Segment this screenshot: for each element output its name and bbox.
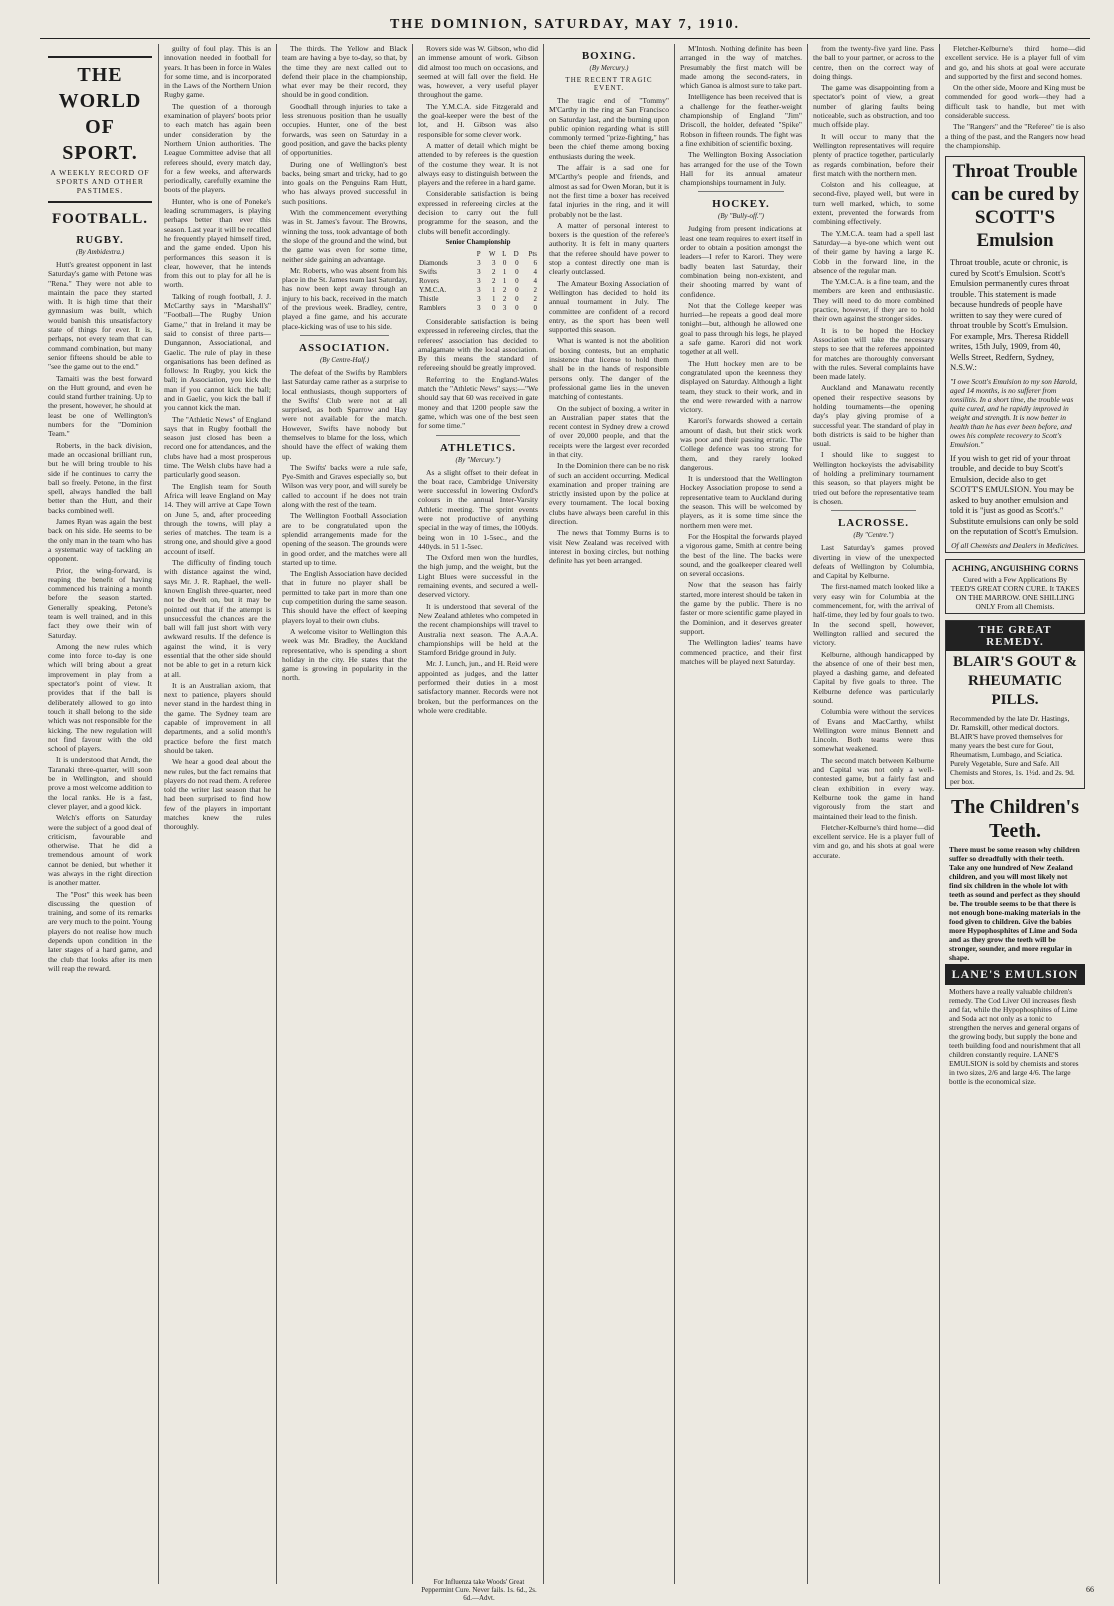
column-rule bbox=[674, 44, 675, 1584]
football-heading: FOOTBALL. bbox=[51, 211, 149, 227]
column-2 bbox=[164, 44, 271, 1588]
article-paragraph: A matter of personal interest to boxers is the question of the referee's authority. It is felt in many quarters that the referee should have power to stop a contest directly one man is clearly outclassed. bbox=[549, 220, 669, 277]
article-paragraph: Prior, the wing-forward, is reaping the benefit of having commenced his training a month before the season started. Generally speaking, Petone's team is well trained, and in this fact they owe their win of Saturday. bbox=[48, 565, 152, 640]
table-cell: 2 bbox=[533, 294, 537, 303]
article-paragraph: from the twenty-five yard line. Pass the ball to your partner, or across to the centre, then on the correct way of doing things. bbox=[813, 44, 934, 81]
divider bbox=[300, 335, 389, 336]
article-paragraph: It is understood that the Wellington Hockey Association propose to send a representative team to Auckland during the season. This will be welcomed by players, as it is some time since the northern men were met. bbox=[680, 474, 802, 530]
hockey-byline: (By "Bully-off.") bbox=[718, 212, 764, 221]
article-paragraph: Hutt's greatest opponent in last Saturday's game with Petone was "Rena." They were not able to maintain the pace they started with. It is high time that their gymnasium was built, which would banish this unsatisfactory state of things for ever. It is, perhaps, not every team that can command combination, but many senior fifteens should be able to "see the game out to the end." bbox=[48, 260, 152, 372]
article-paragraph: Mr. Roberts, who was absent from his place in the St. James team last Saturday, has now been kept away through an injury to his back, received in the match of the previous week. Bradley, centre, played a fine game, and his accurate place-kicking was of use to his side. bbox=[282, 265, 407, 331]
article-paragraph: The question of a thorough examination of players' boots prior to each match has again been under consideration by the Northern Union authorities. The League Committee advise that all referees should, every match day, for a few weeks, and afterwards periodically, carefully examine the boots of the players. bbox=[164, 101, 271, 195]
column-rule bbox=[158, 44, 159, 1584]
article-paragraph: Kelburne, although handicapped by the absence of one of their best men, played a dashing game, and defeated Capital by five goals to three. The Kelburne defence was particularly sound. bbox=[813, 649, 934, 705]
advert-footnote: For Influenza take Woods' Great Peppermint Cure. Never fails. 1s. 6d., 2s. 6d.—Advt. bbox=[421, 1578, 537, 1602]
advert-quote: "I owe Scott's Emulsion to my son Harold, aged 14 months, is no sufferer from tonsilitis. In a short time, the trouble was quite cured, and he rapidly improved in weight and strength. It is now better in health than he has ever been before, and owes his complete recovery to Scott's Emulsion." bbox=[950, 376, 1077, 449]
association-byline: (By Centre-Half.) bbox=[319, 355, 370, 364]
divider bbox=[436, 435, 520, 436]
table-cell: 2 bbox=[502, 285, 507, 294]
boxing-heading: BOXING. bbox=[581, 50, 637, 62]
table-cell: 3 bbox=[477, 285, 481, 294]
article-paragraph: The Amateur Boxing Association of Wellington has decided to hold its annual tournament in July. The committee are confident of a record entry, as the sport has been well supported this season. bbox=[549, 278, 669, 335]
league-table bbox=[418, 250, 538, 313]
scotts-emulsion-advert bbox=[945, 156, 1085, 553]
table-cell: Ramblers bbox=[419, 303, 446, 312]
article-paragraph: The affair is a sad one for M'Carthy's people and friends, and almost as sad for Owen Moran, but it is not the first time a boxer has received fatal injuries in the ring, and it will probably not be the last. bbox=[549, 163, 669, 219]
article-paragraph: The game was disappointing from a spectator's point of view, a great number of glaring faults being noticeable, such as obstruction, and too much offside play. bbox=[813, 83, 934, 130]
advert-title: Throat Trouble can be cured by SCOTT'S Emulsion bbox=[951, 161, 1079, 252]
table-cell: 1 bbox=[492, 285, 496, 294]
table-row bbox=[418, 304, 538, 313]
article-paragraph: The Y.M.C.A. side Fitzgerald and the goal-keeper were the best of the lot, and H. Gibson was also responsible for some clever work. bbox=[418, 101, 538, 139]
column-3 bbox=[282, 44, 407, 1588]
table-cell: 2 bbox=[502, 294, 507, 303]
article-paragraph: Columbia were without the services of Evans and MacCarthy, whilst Wellington were minus Bennett and Lincoln. Both teams were thus somewhat weakened. bbox=[813, 707, 934, 754]
advert-text: Mothers have a really valuable children's remedy. The Cod Liver Oil increases flesh and fat, while the Hypophosphites of Lime and Soda act not only as a tonic to strengthen the nerves and general organs of the growing body, but supply the bone and teeth building food and nourishment that all children constantly require. LANE'S EMULSION is sold by chemists and stores in two sizes, 2/6 and large 4/6. The large bottle is the economical size. bbox=[949, 986, 1081, 1086]
article-paragraph: It is understood that several of the New Zealand athletes who competed in the recent championships will travel to Australia next season. The A.A.A. championships will be held at the Stamford Bridge ground in July. bbox=[418, 601, 538, 658]
article-paragraph: The "Athletic News" of England says that in Rugby football the season just closed has been a record one for attendances, and the clubs have had a most prosperous time. The Welsh clubs have had a particularly good season. bbox=[164, 414, 271, 480]
column-1 bbox=[48, 44, 152, 1588]
article-paragraph: Among the new rules which come into force to-day is one which will bring about a great improvement in play from a spectator's point of view. It provides that if the ball is deliberately allowed to go into touch it shall belong to the side which was not responsible for the kicking. The new regulation will not find favour with the old school of players. bbox=[48, 641, 152, 754]
article-paragraph: Auckland and Manawatu recently opened their respective seasons by holding tournaments—the opening day's play giving promise of a successful year. The standard of play in both districts is said to be higher than usual. bbox=[813, 383, 934, 449]
table-cell: 0 bbox=[515, 267, 519, 276]
page-number: 66 bbox=[1086, 1585, 1094, 1594]
article-paragraph: The difficulty of finding touch with distance against the wind, says Mr. J. R. Raphael, the well-known English three-quarter, need not be dwelt on, but it may be pointed out that if the attempt is unsuccessful the chances are the ball will fall just short with very awkward results. If the defence is against the wind, it is very essential that the other side should not be able to get in a return kick at all. bbox=[164, 558, 271, 679]
lacrosse-heading: LACROSSE. bbox=[837, 517, 910, 530]
article-paragraph: Roberts, in the back division, made an occasional brilliant run, but he will bring trouble to his side if he continues to carry the ball so freely. Petone, in the first spell, always handled the ball better than the Hutt, and their backs combined well. bbox=[48, 440, 152, 515]
table-cell: 3 bbox=[477, 267, 481, 276]
table-cell: Swifts bbox=[419, 267, 437, 276]
divider bbox=[831, 510, 916, 511]
article-paragraph: The Swifts' backs were a rule safe, Pye-Smith and Graves especially so, but Wilson was very poor, and will surely be called to account if he does not train along with the rest of the team. bbox=[282, 462, 407, 510]
table-cell: 3 bbox=[477, 294, 481, 303]
table-cell: Diamonds bbox=[419, 258, 448, 267]
column-4 bbox=[418, 44, 538, 1588]
table-header: D bbox=[513, 249, 519, 258]
table-cell: 3 bbox=[492, 258, 496, 267]
table-cell: 2 bbox=[492, 267, 496, 276]
article-paragraph: Now that the season has fairly started, more interest should be taken in the game by the public. There is no faster or more scientific game played in the Dominion, and it deserves greater support. bbox=[680, 580, 802, 636]
advert-title: The Children's Teeth. bbox=[951, 795, 1079, 842]
article-paragraph: It is to be hoped the Hockey Association will take the necessary steps to see that the referees appointed for matches are thoroughly conversant with the rules. Several complaints have been made lately. bbox=[813, 325, 934, 382]
article-paragraph: Rovers side was W. Gibson, who did an immense amount of work. Gibson did almost too much on occasions, and seemed at will fall over the field. He was, however, a very useful player throughout the game. bbox=[418, 44, 538, 100]
table-cell: 0 bbox=[515, 285, 519, 294]
lacrosse-byline: (By "Centre.") bbox=[853, 531, 894, 540]
advert-text: Cured with a Few Applications By TEED'S GREAT CORN CURE. It TAKES ON THE MARROW. ONE SHILLING ONLY From all Chemists. bbox=[950, 574, 1080, 611]
table-cell: 4 bbox=[533, 267, 537, 276]
column-rule bbox=[939, 44, 940, 1584]
rugby-heading: RUGBY. bbox=[76, 234, 124, 246]
article-paragraph: Considerable satisfaction is being expressed in refereeing circles at the decision to carry out the full programme for the season, and the clubs will benefit accordingly. bbox=[418, 189, 538, 236]
table-cell: 0 bbox=[515, 258, 519, 267]
article-paragraph: The Y.M.C.A. team had a spell last Saturday—a bye-one which went out of their game by having a large K. Cobb in the forward line, in the absence of the regular man. bbox=[813, 228, 934, 275]
column-rule bbox=[412, 44, 413, 1584]
article-paragraph: Not that the College keeper was hurried—he repeats a good deal more tonight—but, although he allowed one goal to pass through his legs, he played a safe game. Karori did not work together at all well. bbox=[680, 300, 802, 357]
table-header: L bbox=[502, 249, 507, 258]
boxing-byline: (By Mercury.) bbox=[589, 64, 629, 72]
table-cell: 3 bbox=[477, 258, 481, 267]
rugby-byline: (By Ambidextra.) bbox=[75, 248, 125, 256]
article-paragraph: The Wellington Boxing Association has arranged for the use of the Town Hall for its annual amateur championships tournament in July. bbox=[680, 150, 802, 188]
table-row bbox=[418, 277, 538, 286]
article-paragraph: What is wanted is not the abolition of boxing contests, but an emphatic insistence that license to hold them shall be in the hands of responsible persons only. The danger of the professional game lies in the uneven matching of contestants. bbox=[549, 336, 669, 402]
advert-text: If you wish to get rid of your throat trouble, and decide to buy Scott's Emulsion, decide also to get SCOTT'S EMULSION. You may be asked to buy another emulsion and told it is "just as good as Scott's." Substitute emulsions can only be sold on the reputation of Scott's Emulsion. bbox=[950, 452, 1079, 537]
table-row bbox=[418, 295, 538, 304]
table-cell: 0 bbox=[492, 303, 496, 312]
article-paragraph: The "Rangers" and the "Referee" tie is also a thing of the past, and the Rangers now head the championship. bbox=[945, 122, 1085, 150]
divider bbox=[698, 191, 784, 192]
table-row bbox=[418, 268, 538, 277]
table-cell: 3 bbox=[477, 303, 481, 312]
league-title: Senior Championship bbox=[445, 237, 511, 246]
article-paragraph: The defeat of the Swifts by Ramblers last Saturday came rather as a surprise to local enthusiasts, though supporters of the Swifts' Club were not at all surprised, as both Sparrow and Hay were not available for the match. However, Swifts have nobody but themselves to blame for the loss, which should have the effect of waking them up. bbox=[282, 367, 407, 461]
article-paragraph: A matter of detail which might be attended to by referees is the question of the costume they wear. It is not always easy to distinguish between the players and the referee in a hard game. bbox=[418, 140, 538, 188]
table-header: P bbox=[476, 249, 481, 258]
column-rule bbox=[276, 44, 277, 1584]
table-cell: 3 bbox=[477, 276, 481, 285]
table-cell: Thistle bbox=[419, 294, 439, 303]
table-cell: 4 bbox=[533, 276, 537, 285]
article-paragraph: Considerable satisfaction is being expressed in refereeing circles, that the referees' association has decided to amalgamate with the local association. By this means the standard of refereeing should be greatly improved. bbox=[418, 316, 538, 373]
article-paragraph: The Wellington Football Association are to be congratulated upon the splendid arrangements made for the opening of the season. The grounds were in good order, and the matches were all started up to time. bbox=[282, 511, 407, 567]
article-paragraph: I should like to suggest to Wellington hockeyists the advisability of holding a preliminary tournament this season, so that players might be tried out before the representative team is chosen. bbox=[813, 450, 934, 506]
article-paragraph: Last Saturday's games proved diverting in view of the unexpected defeats of Wellington by Columbia, and Capital by Kelburne. bbox=[813, 543, 934, 581]
table-header bbox=[418, 250, 471, 259]
table-cell: 0 bbox=[502, 258, 507, 267]
athletics-heading: ATHLETICS. bbox=[439, 441, 517, 454]
article-paragraph: It is an Australian axiom, that next to patience, players should never stand in the hardest thing in the game. The Sydney team are capable of improvement in all departments, and a solid month's practice before the first match should be taken. bbox=[164, 680, 271, 755]
advert-title: ACHING, ANGUISHING CORNS bbox=[951, 562, 1079, 573]
article-paragraph: The thirds. The Yellow and Black team are having a bye to-day, so that, by the time they are next called out to defend their place in the championship, what ever may be their record, they should be in good condition. bbox=[282, 44, 407, 100]
article-paragraph: As a slight offset to their defeat in the boat race, Cambridge University were successful in lowering Oxford's colours in the annual Inter-Varsity Athletic meeting. The sprint events were not productive of anything special in the way of times, the 100yds. being won in 10 1-5sec., and the 440yds. in 51 1-5sec. bbox=[418, 467, 538, 551]
article-paragraph: During one of Wellington's best backs, being smart and tricky, had to go into goals on the Penguins Ram Hutt, who has always proved successful in such positions. bbox=[282, 159, 407, 206]
article-paragraph: The Hutt hockey men are to be congratulated upon the keenness they displayed on Saturday. Although a light team, they stuck to their work, and in the end were rewarded with a narrow victory. bbox=[680, 358, 802, 415]
masthead: THE DOMINION, SATURDAY, MAY 7, 1910. bbox=[40, 14, 1090, 39]
advert-banner: THE GREAT REMEDY. bbox=[946, 621, 1084, 651]
table-cell: 0 bbox=[515, 294, 519, 303]
article-paragraph: It will occur to many that the Wellington representatives will require plenty of practice together, particularly as regards combination, before their first match with the northern men. bbox=[813, 131, 934, 178]
article-paragraph: The tragic end of "Tommy" M'Carthy in the ring at San Francisco on Saturday last, and the burning upon public opinion regarding what is still commonly termed "prize-fighting," has been the chief theme among boxing enthusiasts during the week. bbox=[549, 96, 669, 161]
article-paragraph: With the commencement everything was in St. James's favour. The Browns, winning the toss, took advantage of both the slope of the ground and the wind, but the game was even for some time, neither side gaining an advantage. bbox=[282, 208, 407, 264]
boxing-subheading: THE RECENT TRAGIC EVENT. bbox=[565, 76, 653, 92]
article-paragraph: Tamaiti was the best forward on the Hutt ground, and even he could stand further training. Up to the present, however, he should at least be one of Wellington's numbers for the "Dominion Team." bbox=[48, 373, 152, 439]
article-paragraph: Referring to the England-Wales match the "Athletic News" says:—"We should say that 60 was received in gate money and that 1200 people saw the game, which was one of the best seen for some time." bbox=[418, 374, 538, 431]
article-paragraph: Talking of rough football, J. J. McCarthy says in "Marshall's" "Football—The Rugby Union Game," that in Ireland it may be said to consist of three parts—Dungannon, Associational, and Gaelic. The rule of play in these organisations has been defined as follows: In Rugby, you kick the ball; in Association, you kick the man if you cannot kick the ball; and in Gaelic, you kick the ball if you cannot kick the man. bbox=[164, 291, 271, 413]
column-5 bbox=[549, 44, 669, 1588]
table-cell: 3 bbox=[502, 303, 507, 312]
advert-footer: Of all Chemists and Dealers in Medicines. bbox=[951, 540, 1079, 550]
hockey-heading: HOCKEY. bbox=[712, 198, 770, 211]
article-paragraph: The first-named match looked like a very easy win for Columbia at the commencement, for, with the arrival of half-time, they led by four goals to two. In the second spell, however, Wellington rallied and secured the victory. bbox=[813, 582, 934, 648]
table-row bbox=[418, 286, 538, 295]
athletics-byline: (By "Mercury.") bbox=[455, 455, 501, 464]
section-subtitle: A WEEKLY RECORD OF SPORTS AND OTHER PASTIMES. bbox=[48, 168, 152, 203]
article-paragraph: Judging from present indications at least one team requires to exert itself in order to obtain a position amongst the leaders—I refer to Karori. They were badly beaten last Saturday, their combination being non-existent, and their shooting marred by want of confidence. bbox=[680, 224, 802, 299]
advert-text: Recommended by the late Dr. Hastings, Dr. Ramskill, other medical doctors. BLAIR'S have proved themselves for many years the best cure for Gout, Rheumatism, Lumbago, and Sciatica. Purely Vegetable, Sure and Safe. All Chemists and Stores, 1s. 1½d. and 2s. 9d. per box. bbox=[950, 713, 1075, 786]
article-paragraph: The English Association have decided that in future no player shall be permitted to take part in more than one cup competition during the same season. This should have the effect of keeping players loyal to their own clubs. bbox=[282, 569, 407, 625]
article-paragraph: guilty of foul play. This is an innovation needed in football for years. It has been in force in Wales for some time, and is incorporated in the Laws of the Northern Union Rugby game. bbox=[164, 44, 271, 100]
article-paragraph: The Y.M.C.A. is a fine team, and the members are keen and enthusiastic. They will need to do more combined practice, however, if they are to hold their own against the stronger sides. bbox=[813, 277, 934, 324]
column-7 bbox=[813, 44, 934, 1588]
table-cell: 0 bbox=[533, 303, 537, 312]
article-paragraph: A welcome visitor to Wellington this week was Mr. Bradley, the Auckland representative, who is spending a short holiday in the city. He states that the game is growing in popularity in the north. bbox=[282, 626, 407, 683]
table-header: Pts bbox=[528, 249, 537, 258]
article-paragraph: Mr. J. Lunch, jun., and H. Reid were appointed as judges, and the latter performed their duties in a most satisfactory manner. Records were not broken, but the performances on the whole were creditable. bbox=[418, 659, 538, 715]
article-paragraph: The second match between Kelburne and Capital was not only a well-contested game, but a fairly fast and clean exhibition in every way. Kelburne took the game in hand vigorously from the start and maintained their lead to the finish. bbox=[813, 755, 934, 821]
article-paragraph: On the subject of boxing, a writer in an Australian paper states that the recent contest in Sydney drew a crowd of over 20,000 people, and that the receipts were the largest ever recorded in that city. bbox=[549, 403, 669, 459]
table-cell: Y.M.C.A. bbox=[419, 285, 447, 294]
article-paragraph: Goodhall through injuries to take a less strenuous position than he usually occupies. Hunter, one of the best forwards, was seen on Saturday in a good position, and gave the backs plenty of opportunities. bbox=[282, 101, 407, 158]
table-cell: 1 bbox=[492, 294, 496, 303]
article-paragraph: The "Post" this week has been discussing the question of training, and some of its remarks are very much to the point. Young players do not realise how much depends upon condition in the later stages of a hard game, and the club that looks after its men will reap the reward. bbox=[48, 889, 152, 973]
lanes-emulsion-advert bbox=[945, 795, 1085, 1088]
article-paragraph: Hunter, who is one of Poneke's leading scrummagers, is playing perhaps better than ever this season. Last year it will be recalled he frequently played himself tired, and the game ended. Upon his performances this season it is clear, however, that he intends from this out to play for all he is worth. bbox=[164, 196, 271, 290]
article-paragraph: Welch's efforts on Saturday were the subject of a good deal of criticism, favourable and otherwise. That he did a tremendous amount of work cannot be denied, but whether it was always in the right direction is another matter. bbox=[48, 813, 152, 888]
column-rule bbox=[543, 44, 544, 1584]
table-cell: 1 bbox=[502, 276, 507, 285]
advert-brand: LANE'S EMULSION bbox=[945, 964, 1085, 985]
article-paragraph: On the other side, Moore and King must be commended for good work—they had a difficult task to handle, but met with considerable success. bbox=[945, 83, 1085, 121]
column-8 bbox=[945, 44, 1085, 1588]
column-6 bbox=[680, 44, 802, 1588]
corn-cure-advert bbox=[945, 559, 1085, 614]
article-paragraph: For the Hospital the forwards played a vigorous game, Smith at centre being the best of the line. The backs were sound, and the goalkeeper cleared well on several occasions. bbox=[680, 531, 802, 579]
advert-text: There must be some reason why children suffer so dreadfully with their teeth. Take any one hundred of New Zealand children, and you will most likely not find six children in the whole lot with teeth as sound and perfect as they should be. The trouble seems to be that there is not enough bone-making materials in the food given to children. Give the babies more Hypophosphites of Lime and Soda and as they grow the teeth will be stronger, sounder, and more regular in shape. bbox=[949, 844, 1081, 962]
advert-title: BLAIR'S GOUT & RHEUMATIC PILLS. bbox=[953, 653, 1077, 708]
table-header-row bbox=[418, 250, 538, 259]
association-heading: ASSOCIATION. bbox=[299, 341, 390, 354]
table-cell: 2 bbox=[492, 276, 496, 285]
table-cell: Rovers bbox=[419, 276, 439, 285]
column-rule bbox=[807, 44, 808, 1584]
article-paragraph: Intelligence has been received that is a challenge for the feather-weight championship of England "Jim" Driscoll, the holder, defeated "Spike" Robson in fifteen rounds. The fight was a fine exhibition of scientific boxing. bbox=[680, 92, 802, 148]
blairs-pills-advert bbox=[945, 620, 1085, 789]
article-paragraph: We hear a good deal about the new rules, but the fact remains that players do not read them. A referee told the writer last season that he had been surprised to find how few of the players in important matches knew the rules thoroughly. bbox=[164, 757, 271, 832]
article-paragraph: It is understood that Arndt, the Taranaki three-quarter, will soon be in Wellington, and should prove a most welcome addition to the local ranks. He is a fast, clever player, and a good kick. bbox=[48, 755, 152, 811]
article-paragraph: Karori's forwards showed a certain amount of dash, but their stick work was poor and their passing erratic. The College defence was too strong for them, and they rarely looked dangerous. bbox=[680, 416, 802, 472]
table-header: W bbox=[488, 249, 496, 258]
table-row bbox=[418, 259, 538, 268]
article-paragraph: The English team for South Africa will leave England on May 14. They will arrive at Cape Town on June 5, and, after proceeding through the towns, will play a series of matches. The team is a strong one, and should give a good account of itself. bbox=[164, 481, 271, 556]
table-cell: 6 bbox=[533, 258, 537, 267]
article-paragraph: Colston and his colleague, at second-five, played well, but were in turn well marked, which, to some extent, prevented the forwards from combining effectively. bbox=[813, 180, 934, 227]
table-cell: 0 bbox=[515, 303, 519, 312]
article-paragraph: M'Intosh. Nothing definite has been arranged in the way of matches. Presumably the first match will be made among the second-raters, in which Ganoa is almost sure to take part. bbox=[680, 44, 802, 91]
article-paragraph: The Oxford men won the hurdles, the high jump, and the weight, but the Light Blues were successful in the remaining events, and secured a well-deserved victory. bbox=[418, 553, 538, 600]
article-paragraph: Fletcher-Kelburne's third home—did excellent service. He is a player full of vim and go, and his shots at goal were accurate and supported by the first and second homes. bbox=[945, 44, 1085, 81]
article-paragraph: The news that Tommy Burns is to visit New Zealand was received with interest in boxing circles, but nothing definite has yet been arranged. bbox=[549, 528, 669, 566]
advert-text: Throat trouble, acute or chronic, is cured by Scott's Emulsion. Scott's Emulsion permanently cures throat trouble. This statement is made because hundreds of people have written to say they were cured of throat trouble by Scott's Emulsion. For example, Mrs. Theresa Riddell writes, 15th July, 1909, from 40, Wells Street, Redfern, Sydney, N.S.W.: bbox=[950, 257, 1070, 373]
table-cell: 1 bbox=[502, 267, 507, 276]
article-paragraph: James Ryan was again the best back on his side. He seems to be the only man in the team who has a systematic way of tackling an opponent. bbox=[48, 517, 152, 564]
article-paragraph: Fletcher-Kelburne's third home—did excellent service. He is a player full of vim and go, and his shots at goal were accurate. bbox=[813, 822, 934, 860]
article-paragraph: In the Dominion there can be no risk of such an accident occurring. Medical examination and proper training are strictly insisted upon by the police at every tournament. The local boxing clubs have always been careful in this direction. bbox=[549, 461, 669, 527]
table-cell: 2 bbox=[533, 285, 537, 294]
article-paragraph: The Wellington ladies' teams have commenced practice, and their first matches will be played next Saturday. bbox=[680, 638, 802, 666]
section-title: THE WORLD OF SPORT. bbox=[48, 56, 152, 166]
table-cell: 0 bbox=[515, 276, 519, 285]
